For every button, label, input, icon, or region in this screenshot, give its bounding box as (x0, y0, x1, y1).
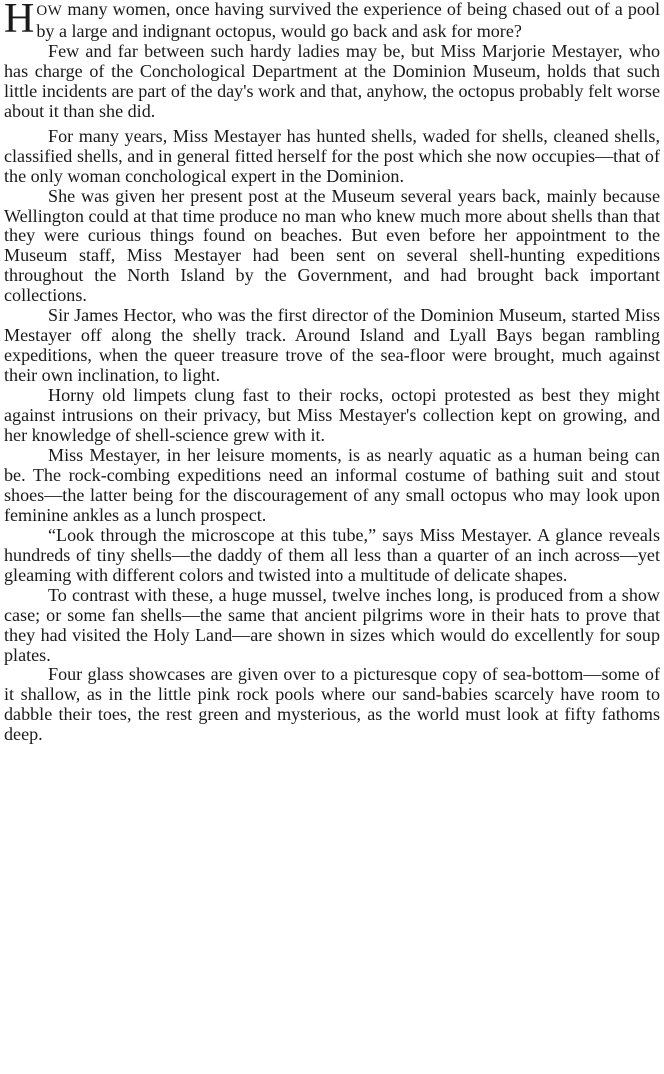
article-paragraph-6: Horny old limpets clung fast to their rocks, octopi protested as best they might against intrusions on their privacy, but Miss Mestayer's collection kept on growing, and her knowledge of shell-science grew with it. (4, 385, 660, 446)
article-column (4, 0, 660, 745)
article-paragraph-7: Miss Mestayer, in her leisure moments, is as nearly aquatic as a human being can be. The rock-combing expeditions need an informal costume of bathing suit and stout shoes—the latter being for the discouragement of any small octopus who may look upon feminine ankles as a lunch prospect. (4, 444, 660, 525)
article-paragraph-5: Sir James Hector, who was the first director of the Dominion Museum, started Miss Mestayer off along the shelly track. Around Island and Lyall Bays began rambling expeditions, when the queer treasure trove of the sea-floor were brought, much against their own inclination, to light. (4, 305, 660, 386)
paragraph-text: many women, once having survived the experience of being chased out of a pool by a large and indignant octopus, would go back and ask for more? (36, 0, 660, 41)
article-paragraph-8: “Look through the microscope at this tube,” says Miss Mestayer. A glance reveals hundreds of tiny shells—the daddy of them all less than a quarter of an inch across—yet gleaming with different colors and twisted into a multitude of delicate shapes. (4, 524, 660, 585)
lead-small-caps: OW (36, 3, 63, 19)
drop-cap: H (4, 0, 35, 42)
article-paragraph-1 (4, 0, 660, 42)
article-paragraph-4: She was given her present post at the Museum several years back, mainly because Wellington could at that time produce no man who knew much more about shells than that they were curious things found on beaches. But even before her appointment to the Museum staff, Miss Mestayer had been sent on several shell-hunting expeditions throughout the North Island by the Government, and had brought back important collections. (4, 185, 660, 306)
article-paragraph-3: For many years, Miss Mestayer has hunted shells, waded for shells, cleaned shells, classified shells, and in general fitted herself for the post which she now occupies—that of the only woman conchological expert in the Dominion. (4, 125, 660, 186)
article-paragraph-10: Four glass showcases are given over to a picturesque copy of sea-bottom—some of it shallow, as in the little pink rock pools where our sand-babies scarcely have room to dabble their toes, the rest green and mysterious, as the world must look at fifty fathoms deep. (4, 664, 660, 745)
article-paragraph-9: To contrast with these, a huge mussel, twelve inches long, is produced from a show case; or some fan shells—the same that ancient pilgrims wore in their hats to prove that they had visited the Holy Land—are shown in sizes which would do excellently for soup plates. (4, 584, 660, 665)
article-paragraph-2: Few and far between such hardy ladies may be, but Miss Marjorie Mestayer, who has charge of the Conchological Department at the Dominion Museum, holds that such little incidents are part of the day's work and that, anyhow, the octopus probably felt worse about it than she did. (4, 40, 660, 121)
